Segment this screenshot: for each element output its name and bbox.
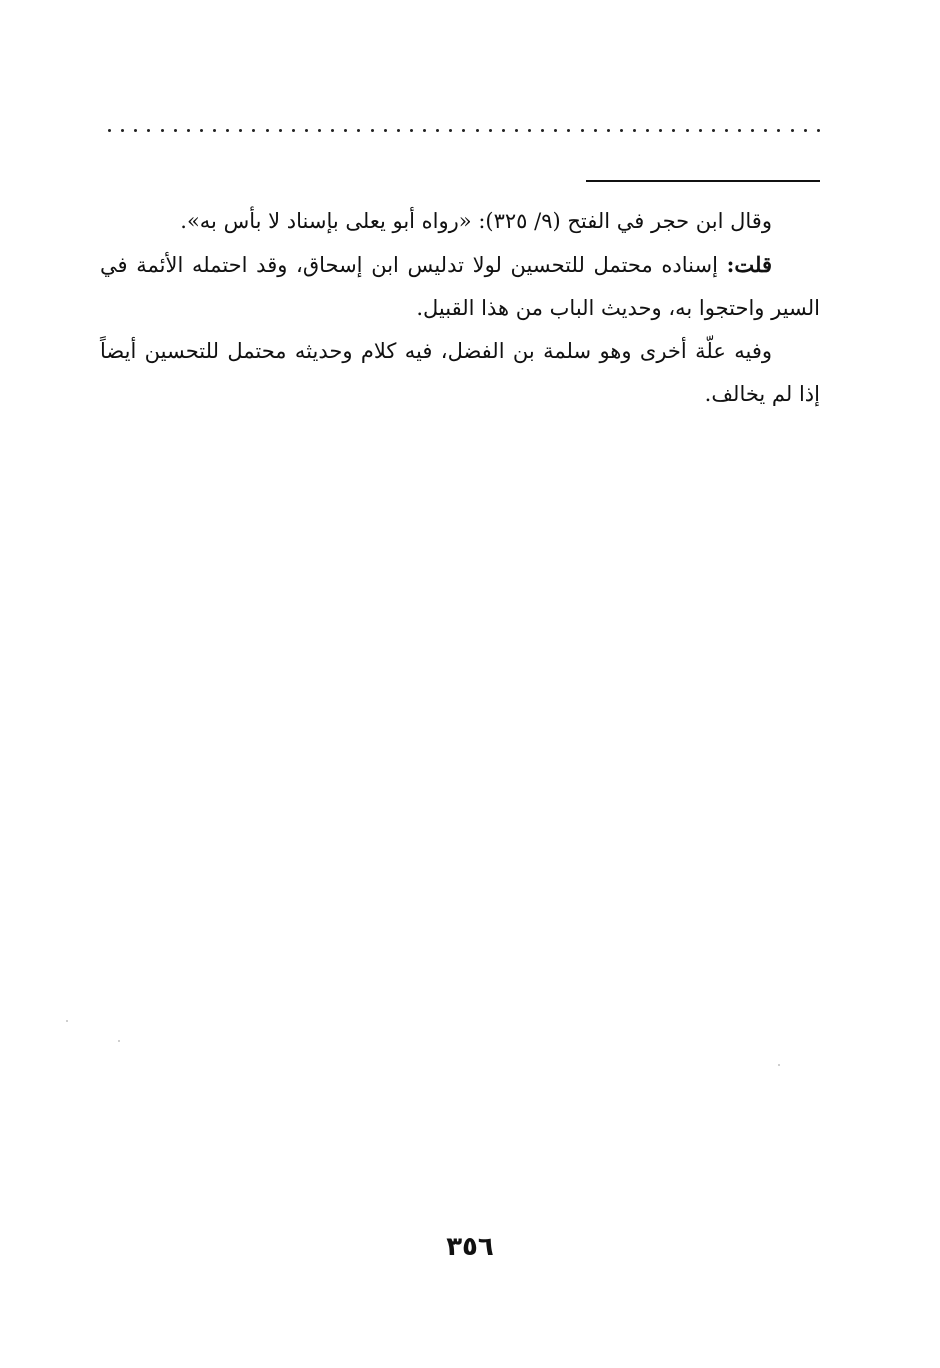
separator-dot (672, 129, 675, 132)
separator-dot (791, 129, 794, 132)
separator-dot (502, 129, 505, 132)
separator-dot (371, 129, 374, 132)
separator-dot (633, 129, 636, 132)
separator-dot (121, 129, 124, 132)
separator-dot (266, 129, 269, 132)
separator-dot (344, 129, 347, 132)
separator-dot (331, 129, 334, 132)
footnote-rule (586, 180, 820, 182)
separator-dot (594, 129, 597, 132)
dotted-separator (108, 122, 820, 138)
separator-dot (357, 129, 360, 132)
separator-dot (292, 129, 295, 132)
separator-dot (200, 129, 203, 132)
separator-dot (462, 129, 465, 132)
scan-speck (118, 1040, 120, 1042)
separator-dot (305, 129, 308, 132)
separator-dot (279, 129, 282, 132)
separator-dot (777, 129, 780, 132)
separator-dot (476, 129, 479, 132)
separator-dot (252, 129, 255, 132)
separator-dot (699, 129, 702, 132)
scan-speck (66, 1020, 68, 1022)
separator-dot (541, 129, 544, 132)
separator-dot (147, 129, 150, 132)
separator-dot (161, 129, 164, 132)
separator-dot (738, 129, 741, 132)
separator-dot (725, 129, 728, 132)
separator-dot (226, 129, 229, 132)
separator-dot (213, 129, 216, 132)
separator-dot (515, 129, 518, 132)
separator-dot (686, 129, 689, 132)
separator-dot (804, 129, 807, 132)
separator-dot (764, 129, 767, 132)
separator-dot (489, 129, 492, 132)
footnote-lead-qultu: قلت: (726, 252, 772, 277)
separator-dot (436, 129, 439, 132)
separator-dot (187, 129, 190, 132)
separator-dot (318, 129, 321, 132)
separator-dot (646, 129, 649, 132)
footnote-paragraph-3: وفيه علّة أخرى وهو سلمة بن الفضل، فيه كلام وحديثه محتمل للتحسين أيضاً إذا لم يخالف. (100, 339, 820, 406)
separator-dot (620, 129, 623, 132)
scan-speck (778, 1064, 780, 1066)
separator-dot (384, 129, 387, 132)
separator-dot (239, 129, 242, 132)
footnote-paragraph-2-body: إسناده محتمل للتحسين لولا تدليس ابن إسحاق، وقد احتمله الأئمة في السير واحتجوا به، وحديث الباب من هذا القبيل. (100, 253, 820, 320)
separator-dot (397, 129, 400, 132)
footnote-paragraph-2 (100, 243, 820, 330)
separator-dot (108, 129, 111, 132)
separator-dot (751, 129, 754, 132)
separator-dot (817, 129, 820, 132)
footnote-paragraph-1: وقال ابن حجر في الفتح (٩/ ٣٢٥): «رواه أبو يعلى بإسناد لا بأس به». (180, 209, 772, 233)
separator-dot (567, 129, 570, 132)
footnote-block (100, 200, 820, 416)
separator-dot (423, 129, 426, 132)
separator-dot (449, 129, 452, 132)
page-number: ٣٥٦ (446, 1232, 494, 1262)
separator-dot (410, 129, 413, 132)
separator-dot (607, 129, 610, 132)
separator-dot (712, 129, 715, 132)
separator-dot (528, 129, 531, 132)
separator-dot (581, 129, 584, 132)
separator-dot (174, 129, 177, 132)
separator-dot (554, 129, 557, 132)
separator-dot (134, 129, 137, 132)
separator-dot (659, 129, 662, 132)
